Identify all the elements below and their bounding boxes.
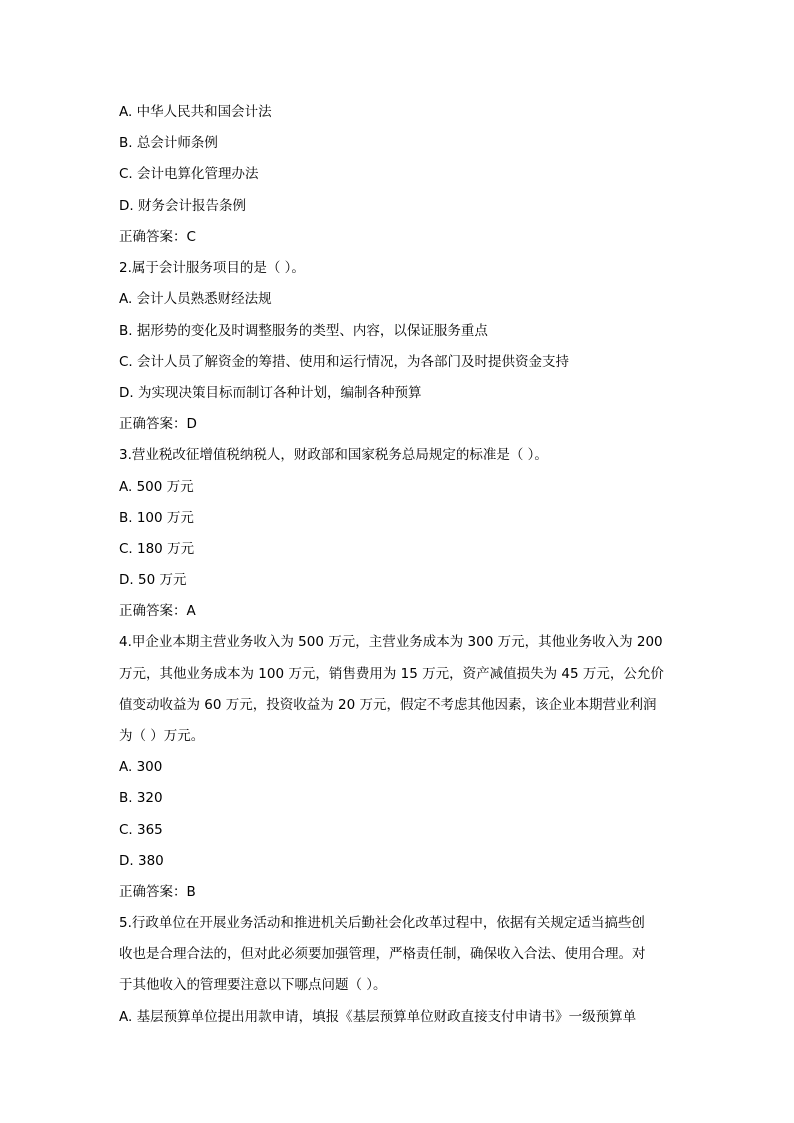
q5-stem-line-1: 5.行政单位在开展业务活动和推进机关后勤社会化改革过程中，依据有关规定适当搞些创	[119, 915, 645, 931]
q2-option-c: C. 会计人员了解资金的筹措、使用和运行情况，为各部门及时提供资金支持	[119, 354, 570, 370]
q4-stem-line-3: 值变动收益为 60 万元，投资收益为 20 万元，假定不考虑其他因素，该企业本期营业利润	[119, 697, 657, 713]
q2-answer: 正确答案：D	[119, 416, 197, 432]
q1-option-a: A. 中华人民共和国会计法	[119, 104, 272, 120]
q4-option-b: B. 320	[119, 790, 163, 806]
q3-stem: 3.营业税改征增值税纳税人，财政部和国家税务总局规定的标准是（ ）。	[119, 447, 548, 463]
q2-option-a: A. 会计人员熟悉财经法规	[119, 291, 272, 307]
q4-option-a: A. 300	[119, 759, 163, 775]
q3-answer: 正确答案：A	[119, 603, 196, 619]
q2-option-b: B. 据形势的变化及时调整服务的类型、内容，以保证服务重点	[119, 323, 488, 339]
q4-answer: 正确答案：B	[119, 884, 196, 900]
q3-option-b: B. 100 万元	[119, 510, 194, 526]
q1-answer: 正确答案：C	[119, 229, 196, 245]
q1-option-b: B. 总会计师条例	[119, 135, 218, 151]
q3-option-a: A. 500 万元	[119, 479, 194, 495]
q1-option-c: C. 会计电算化管理办法	[119, 166, 259, 182]
q2-stem: 2.属于会计服务项目的是（ ）。	[119, 260, 305, 276]
q4-option-d: D. 380	[119, 853, 164, 869]
q5-option-a: A. 基层预算单位提出用款申请，填报《基层预算单位财政直接支付申请书》一级预算单	[119, 1009, 637, 1025]
q4-stem-line-4: 为（ ）万元。	[119, 728, 205, 744]
q2-option-d: D. 为实现决策目标而制订各种计划，编制各种预算	[119, 385, 422, 401]
q5-stem-line-3: 于其他收入的管理要注意以下哪点问题（ ）。	[119, 977, 387, 993]
q3-option-c: C. 180 万元	[119, 541, 195, 557]
q4-stem-line-1: 4.甲企业本期主营业务收入为 500 万元，主营业务成本为 300 万元，其他业务收入为 200	[119, 634, 663, 650]
q4-stem-line-2: 万元，其他业务成本为 100 万元，销售费用为 15 万元，资产减值损失为 45 万元，公允价	[119, 666, 664, 682]
q3-option-d: D. 50 万元	[119, 572, 187, 588]
q5-stem-line-2: 收也是合理合法的，但对此必须要加强管理，严格责任制，确保收入合法、使用合理。对	[119, 946, 646, 962]
q4-option-c: C. 365	[119, 822, 163, 838]
q1-option-d: D. 财务会计报告条例	[119, 198, 246, 214]
